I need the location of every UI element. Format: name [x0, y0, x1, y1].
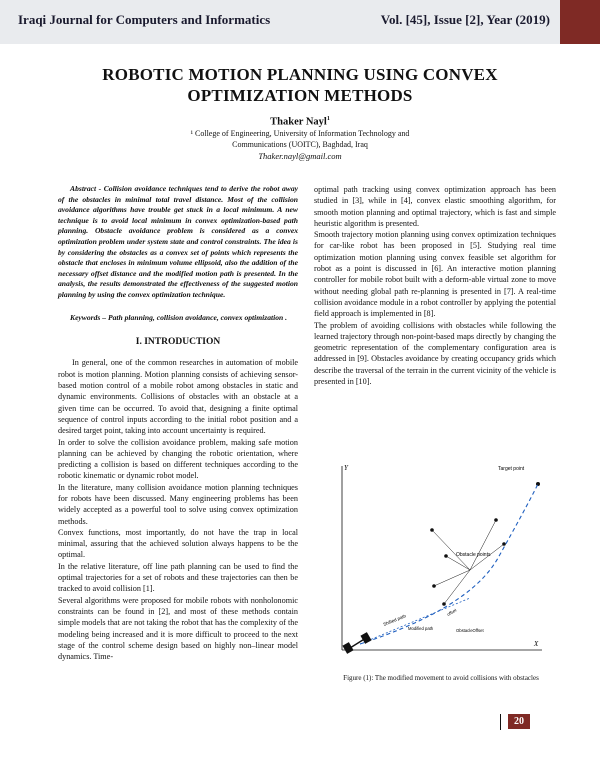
obstacle-point [442, 602, 446, 606]
affiliation-line-2: Communications (UOITC), Baghdad, Iraq [232, 140, 368, 149]
issue-info: Vol. [45], Issue [2], Year (2019) [380, 12, 550, 27]
target-point-marker [536, 482, 540, 486]
figure-caption: Figure (1): The modified movement to avoid collisions with obstacles [343, 674, 539, 682]
robot-wheel [343, 643, 352, 653]
offset-label: offset [446, 607, 458, 617]
left-column [58, 184, 298, 662]
author-superscript: 1 [326, 116, 330, 122]
author-email[interactable]: Thaker.nayl@gmail.com [258, 151, 342, 161]
ray [444, 570, 470, 604]
target-point-label: Target point [498, 466, 525, 472]
right-paragraph: Smooth trajectory motion planning using convex optimization techniques for car-like robot has been proposed in [5]. Studying real time optimization motion planning using convex feasible set algorithm for robot as a point is discussed in [6]. An interactive motion planning controller for mobile robot built with a deform-able virtual zone to move without needing global path re-planning is presented in [7]. A real-time collision avoidance module in a robot controller by applying the potential field approach is implemented in [8]. [314, 230, 556, 319]
obstacle-points-label: Obstacle points [456, 552, 491, 558]
header-corner-block [560, 0, 600, 44]
ray [432, 530, 470, 570]
left-paragraph: In the literature, many collision avoidance motion planning techniques for robots have been discussed. Many engineering problems has been widely accepted as a powerful tool to solve using convex optimization methods. [58, 482, 298, 526]
paper-title: ROBOTIC MOTION PLANNING USING CONVEX OPTIMIZATION METHODS [102, 65, 498, 105]
right-paragraph: The problem of avoiding collisions with obstacles while following the learned trajectory through non-point-based maps directly by changing the geometric representation of the complementary configuration area is addressed in [9]. Obstacles avoidance by creating occupancy grids which describe the traversal of the terrain in the current vicinity of the vehicle is presented in [10]. [314, 320, 556, 387]
ray [434, 570, 470, 586]
affiliation [150, 128, 450, 150]
affiliation-line-1: ¹ College of Engineering, University of Information Technology and [190, 129, 410, 138]
ray [470, 520, 496, 570]
right-column [314, 184, 556, 387]
obstacle-point [502, 542, 506, 546]
section-heading: I. INTRODUCTION [135, 337, 221, 348]
ray [446, 556, 470, 570]
shifted-path-label: Shifted path [382, 613, 407, 627]
y-axis-label: Y [344, 464, 348, 472]
figure-diagram [330, 458, 552, 658]
left-paragraph: Several algorithms were proposed for mobile robots with nonholonomic constraints can be found in [2], and most of these methods contain simple models that are not taking the robot that has the complexity of the modeling being increased and it is more difficult to proceed to the next stage of the control scheme design based on highly non–linear model dynamics. Time- [58, 595, 298, 662]
x-axis-label: X [534, 640, 539, 648]
page-divider [500, 714, 501, 730]
shifted-path [360, 598, 470, 644]
abstract: Abstract - Collision avoidance techniques tend to derive the robot away of the obstacles in minimal total travel distance. Most of the collision avoidance algorithms have trouble get stuck in a local minimum. A new technique is to avoid local minimum in convex optimization-based path planning. Obstacle avoidance problem is considered as a convex optimization problem under system state and control constraints. The idea is by considering the obstacles as a convex set of points which represents the obstacle that encloses in minimum volume ellipsoid, also the addition of the necessary offset distance and the modified motion path is presented. In the analysis, the results demonstrated the effectiveness of the suggested motion planning by using the convex optimization technique. [58, 184, 298, 299]
keywords: Keywords – Path planning, collision avoidance, convex optimization . [70, 312, 288, 322]
robot-wheel [361, 633, 370, 643]
page-number: 20 [508, 714, 530, 729]
left-paragraph: In the relative literature, off line path planning can be used to find the optimal trajectories for a set of robots and these trajectories can then be tracked to avoid collision [1]. [58, 561, 298, 594]
left-paragraph: Convex functions, most importantly, do not have the trap in local minimal, assuring that the achieved solution always happens to be the optimal. [58, 527, 298, 560]
obstacle-points [430, 518, 506, 606]
author-name [0, 116, 600, 128]
author-name-text: Thaker Nayl [270, 116, 327, 128]
obstacle-point [430, 528, 434, 532]
right-paragraph: optimal path tracking using convex optimization approach has been studied in [3], while in [4], convex elastic smoothing algorithm, for smooth motion planning and optimal trajectory, which is fast and simple heuristic algorithm is presented. [314, 185, 556, 228]
obstacle-point [432, 584, 436, 588]
journal-name: Iraqi Journal for Computers and Informatics [18, 12, 271, 27]
left-paragraph: In general, one of the common researches in automation of mobile robot is motion planning. Motion planning consists of achieving sensor-based motion control of a mobile robot among obstacles in static and dynamic environments. Collisions of obstacles with an obstacle at a given time can be occurred. To avoid that, designing a finite optimal sequence of control inputs according to the initial robot position and a desired target point, taking into account uncertainty is required. [58, 358, 298, 436]
obstacle-point [444, 554, 448, 558]
figure-1 [330, 458, 552, 658]
obstacle-point [494, 518, 498, 522]
modified-path-label: Modified path [408, 626, 434, 631]
obstacle-offset-label: ObstacleOffset [456, 628, 484, 633]
left-paragraph: In order to solve the collision avoidance problem, making safe motion planning can be achieved by changing the robotic orientation, where predicting a collision is based on different techniques according to the robotic kinematic or dynamic robot model. [58, 437, 298, 481]
